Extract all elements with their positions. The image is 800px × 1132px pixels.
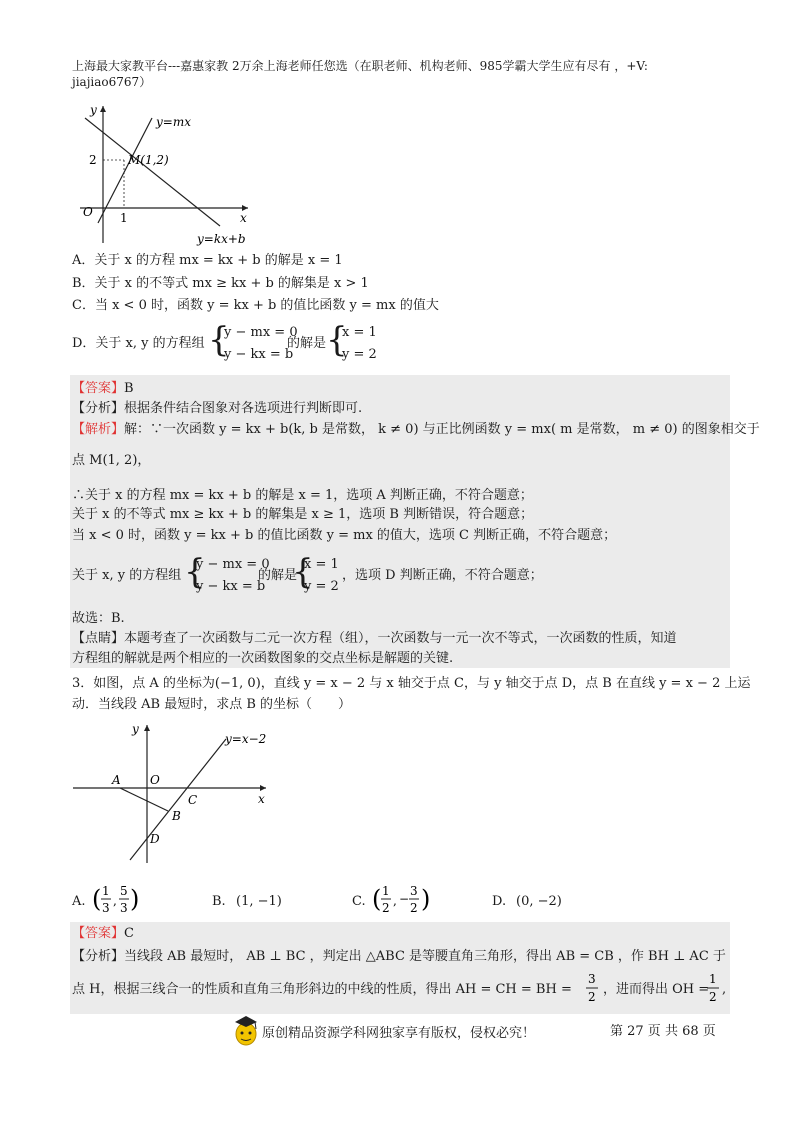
q2-d-sys1-b: y − kx = b	[224, 347, 294, 362]
header-line-1: 上海最大家教平台---嘉惠家教 2万余上海老师任您选（在职老师、机构老师、985学霸大学生应有尽有 ，+V:	[72, 59, 648, 73]
q2-s6-suffix: ，选项 D 判断正确，不符合题意；	[342, 568, 543, 583]
svg-text:2: 2	[588, 990, 596, 1004]
q3-opt-a-math	[92, 878, 142, 922]
point-c-label: C	[188, 793, 198, 807]
svg-text:,: ,	[113, 894, 117, 908]
graph1-mx-label: y=mx	[156, 115, 191, 129]
svg-text:): )	[421, 885, 431, 913]
q3-frac-2	[706, 968, 722, 1008]
graph1-kxb-label: y=kx+b	[197, 232, 246, 246]
answer-value: B	[124, 381, 134, 396]
q2-s6-sys2-a: x = 1	[304, 557, 339, 572]
graph2-y-label: y	[132, 722, 139, 736]
q3-analysis-2a: 点 H，根据三线合一的性质和直角三角形斜边的中线的性质，得出 AH = CH = BH =	[72, 982, 572, 997]
brace-icon: {	[326, 320, 348, 360]
q2-comment-1	[72, 630, 677, 648]
svg-text:2: 2	[410, 901, 418, 915]
graph1-tick-y: 2	[89, 153, 97, 167]
brace-icon: {	[184, 552, 206, 592]
svg-text:1: 1	[102, 884, 110, 898]
answer-tag: 【答案】	[72, 926, 125, 941]
q2-s6-sys2-b: y = 2	[304, 579, 339, 594]
point-b-label: B	[172, 809, 181, 823]
svg-text:3: 3	[410, 884, 418, 898]
q2-solution-line-2: 点 M(1, 2)，	[72, 453, 151, 468]
q3-opt-d-value: (0, −2)	[516, 894, 562, 909]
q2-s6-sys1-b: y − kx = b	[196, 579, 266, 594]
analysis-text-1: 当线段 AB 最短时， AB ⊥ BC ，判定出 △ABC 是等腰直角三角形，得出 AB = CB ，作 BH ⊥ AC 于	[124, 949, 726, 964]
comment-tag: 【点睛】	[72, 631, 125, 646]
q3-analysis-2b: ，进而得出 OH =	[603, 982, 710, 997]
graph1-origin: O	[83, 205, 93, 219]
svg-text:2: 2	[382, 901, 390, 915]
answer-tag: 【答案】	[72, 381, 125, 396]
q3-analysis-2c: ,	[722, 982, 727, 997]
analysis-text: 根据条件结合图象对各选项进行判断即可.	[124, 401, 363, 416]
svg-text:(: (	[372, 885, 382, 913]
q3-analysis-1	[72, 948, 726, 966]
solution-text-1: 解：∵一次函数 y = kx + b(k, b 是常数， k ≠ 0) 与正比例函数 y = mx( m 是常数， m ≠ 0) 的图象相交于	[124, 422, 760, 437]
q3-opt-a-label: A.	[72, 894, 86, 909]
graph-1	[70, 98, 270, 248]
graph1-y-label: y	[90, 103, 97, 117]
q3-stem-1: 3．如图，点 A 的坐标为(−1, 0)，直线 y = x − 2 与 x 轴交于点 C，与 y 轴交于点 D，点 B 在直线 y = x − 2 上运	[72, 676, 751, 691]
q2-s6-sys1-a: y − mx = 0	[196, 557, 270, 572]
q3-opt-c-label: C.	[352, 894, 366, 909]
q2-d-sys1-a: y − mx = 0	[224, 325, 298, 340]
svg-text:3: 3	[120, 901, 128, 915]
graph2-line-label: y=x−2	[225, 732, 267, 746]
solution-tag: 【解析】	[72, 422, 125, 437]
svg-text:3: 3	[588, 972, 596, 986]
svg-text:−: −	[399, 892, 410, 906]
segment-ab	[120, 788, 168, 811]
q2-solution-line-1	[72, 421, 760, 439]
q3-stem-2: 动．当线段 AB 最短时，求点 B 的坐标（ ）	[72, 697, 352, 712]
mascot-icon	[232, 1014, 262, 1048]
q2-answer	[72, 380, 134, 398]
q2-option-d-prefix: D．关于 x, y 的方程组	[72, 336, 205, 351]
point-a-label: A	[112, 773, 121, 787]
svg-text:1: 1	[709, 972, 717, 986]
graph1-point-M: M(1,2)	[128, 153, 169, 167]
q2-d-sys2-a: x = 1	[342, 325, 377, 340]
q3-answer	[72, 925, 134, 943]
q3-opt-b-label: B.	[212, 894, 226, 909]
q2-option-b: B．关于 x 的不等式 mx ≥ kx + b 的解集是 x > 1	[72, 276, 369, 291]
q3-opt-c-math	[372, 878, 434, 922]
origin-label: O	[150, 773, 160, 787]
q2-solution-line-3: ∴关于 x 的方程 mx = kx + b 的解是 x = 1，选项 A 判断正确，不符合题意；	[72, 488, 533, 503]
q2-d-sys2-b: y = 2	[342, 347, 377, 362]
graph1-tick-x: 1	[120, 211, 128, 225]
q3-frac-1	[585, 968, 601, 1008]
q2-option-a: A．关于 x 的方程 mx = kx + b 的解是 x = 1	[72, 253, 343, 268]
answer-block-q3	[70, 922, 730, 1014]
q2-option-c: C．当 x < 0 时，函数 y = kx + b 的值比函数 y = mx 的值大	[72, 298, 439, 313]
q2-solution-line-4: 关于 x 的不等式 mx ≥ kx + b 的解集是 x ≥ 1，选项 B 判断错误，符合题意；	[72, 507, 534, 522]
svg-text:): )	[130, 885, 140, 913]
answer-value: C	[124, 926, 134, 941]
comment-text-1: 本题考查了一次函数与二元一次方程（组），一次函数与一元一次不等式，一次函数的性质，知道	[124, 631, 677, 646]
graph2-x-label: x	[258, 792, 265, 806]
q2-comment-2: 方程组的解就是两个相应的一次函数图象的交点坐标是解题的关键.	[72, 651, 454, 666]
page-number: 第 27 页 共 68 页	[610, 1024, 716, 1039]
svg-text:,: ,	[393, 894, 397, 908]
brace-icon: {	[208, 320, 230, 360]
q3-opt-b-value: (1, −1)	[236, 894, 282, 909]
analysis-tag: 【分析】	[72, 949, 125, 964]
q2-solution-6-prefix: 关于 x, y 的方程组	[72, 568, 182, 583]
line-mx	[98, 118, 152, 223]
svg-text:1: 1	[382, 884, 390, 898]
q2-choose: 故选：B.	[72, 611, 125, 626]
svg-text:(: (	[92, 885, 102, 913]
analysis-tag: 【分析】	[72, 401, 125, 416]
q3-opt-d-label: D.	[492, 894, 507, 909]
brace-icon: {	[292, 552, 314, 592]
header-line-2: jiajiao6767）	[72, 75, 152, 89]
graph1-x-label: x	[240, 211, 247, 225]
q2-analysis	[72, 400, 362, 418]
q2-solution-line-5: 当 x < 0 时，函数 y = kx + b 的值比函数 y = mx 的值大，选项 C 判断正确，不符合题意；	[72, 528, 617, 543]
graph-2	[70, 715, 280, 865]
copyright-notice: 原创精品资源学科网独家享有版权，侵权必究！	[262, 1026, 536, 1041]
svg-text:2: 2	[709, 990, 717, 1004]
point-d-label: D	[150, 832, 160, 846]
svg-text:3: 3	[102, 901, 110, 915]
svg-text:5: 5	[120, 884, 128, 898]
q2-s6-mid: 的解是	[258, 568, 298, 583]
q2-d-mid: 的解是	[287, 336, 327, 351]
